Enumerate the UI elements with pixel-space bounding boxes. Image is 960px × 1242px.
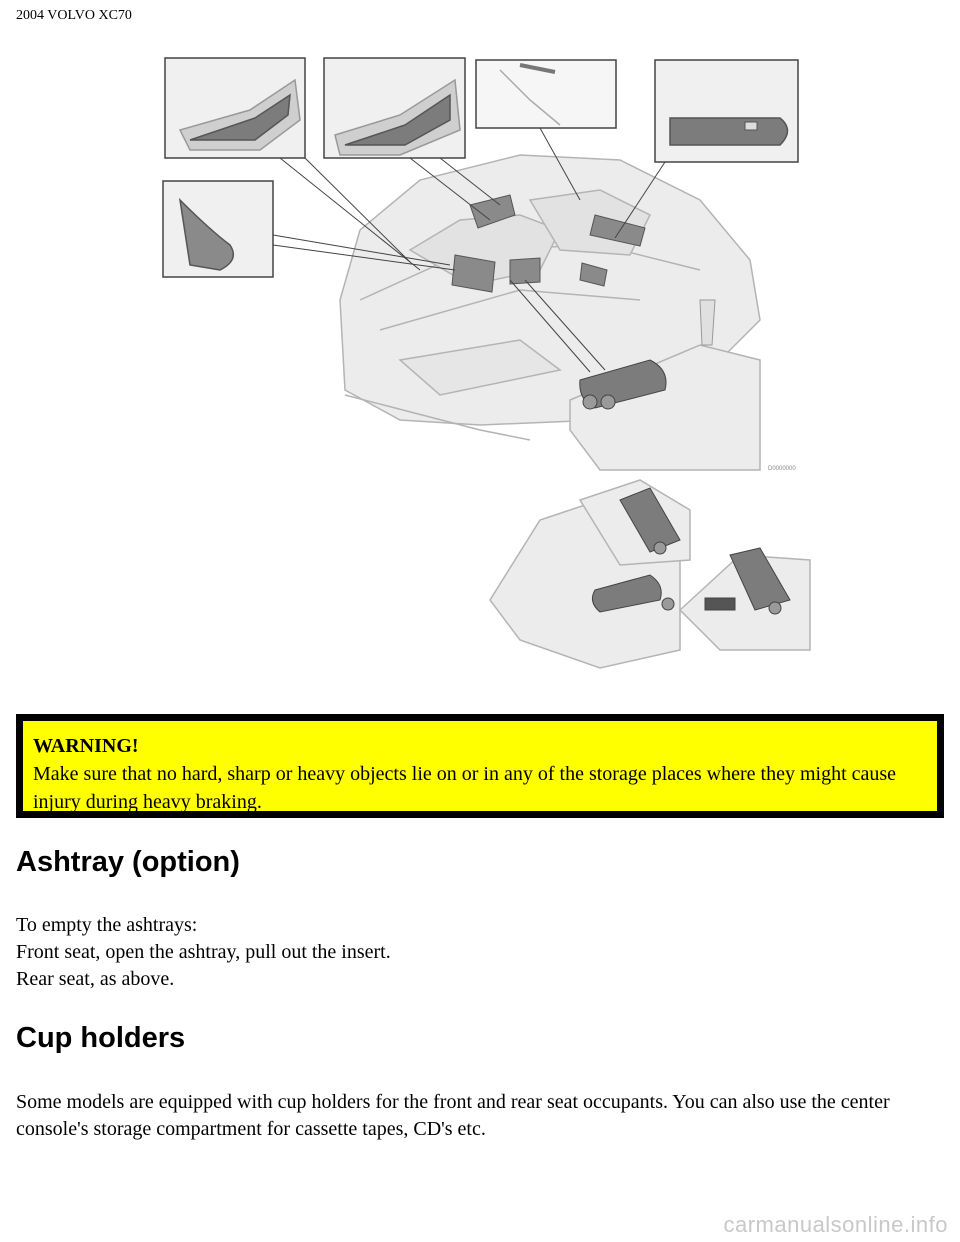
warning-box-inner <box>21 719 939 813</box>
ashtray-line-1: To empty the ashtrays: <box>16 914 198 936</box>
cup-holders-text: Some models are equipped with cup holders for the front and rear seat occupants. You can also use the center console's storage compartment for cassette tapes, CD's etc. <box>16 1091 890 1140</box>
warning-box <box>16 714 944 818</box>
warning-title: WARNING! <box>33 735 139 757</box>
page-header: 2004 VOLVO XC70 <box>16 8 132 23</box>
inset-door-rear <box>324 58 465 158</box>
inset-seat-pocket <box>163 181 273 277</box>
ashtray-line-2: Front seat, open the ashtray, pull out the insert. <box>16 941 391 963</box>
inset-visor <box>476 60 616 128</box>
inset-glovebox <box>655 60 798 162</box>
watermark: carmanualsonline.info <box>723 1212 948 1237</box>
warning-body: Make sure that no hard, sharp or heavy objects lie on or in any of the storage places where they might cause injury during heavy braking. <box>33 763 897 813</box>
ashtray-line-3: Rear seat, as above. <box>16 968 175 990</box>
ashtray-heading: Ashtray (option) <box>16 846 240 878</box>
cup-holders-heading: Cup holders <box>16 1022 186 1054</box>
inset-door-front <box>165 58 305 158</box>
figure-code: D0000000 <box>768 466 796 472</box>
ashtray-text <box>16 912 944 993</box>
